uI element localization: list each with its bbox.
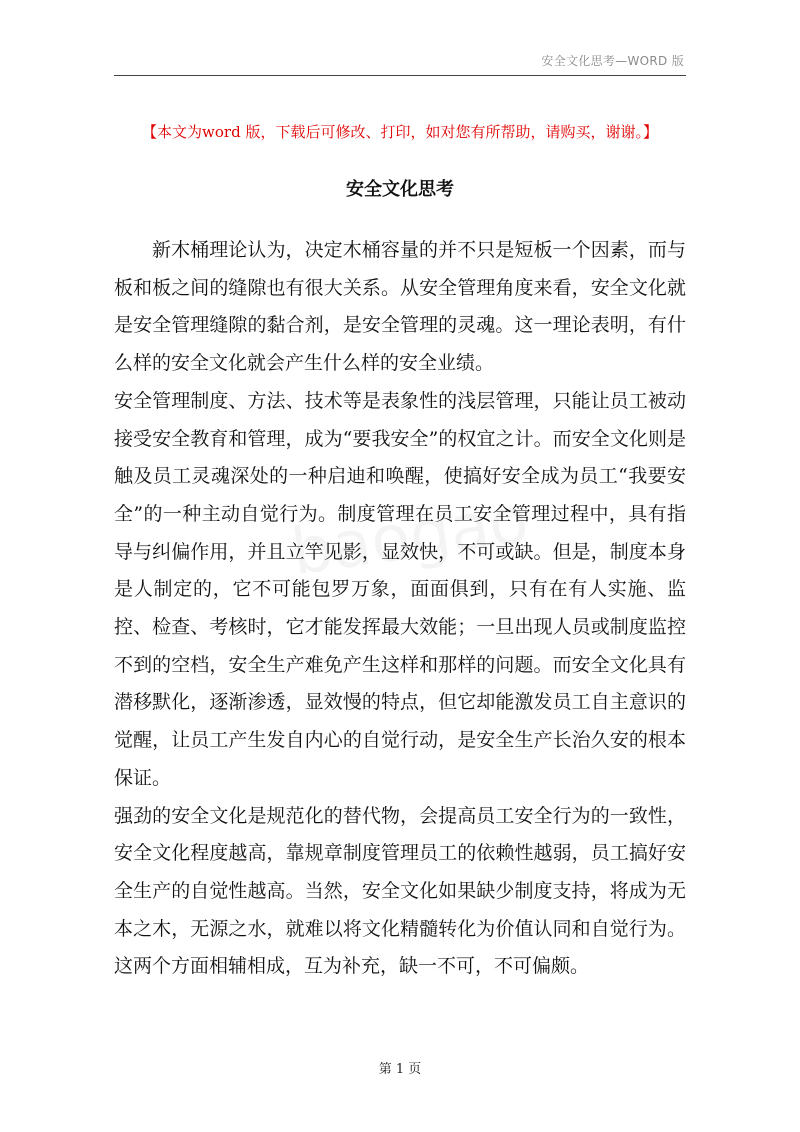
page-number: 第 1 页: [378, 1062, 422, 1077]
header-divider: [114, 75, 686, 76]
paragraph-3: 强劲的安全文化是规范化的替代物，会提高员工安全行为的一致性，安全文化程度越高，靠规章制度管理员工的依赖性越弱，员工搞好安全生产的自觉性越高。当然，安全文化如果缺少制度支持，将成为无本之木，无源之水，就难以将文化精髓转化为价值认同和自觉行为。这两个方面相辅相成，互为补充，缺一不可，不可偏颇。: [114, 804, 686, 978]
paragraph-2: 安全管理制度、方法、技术等是表象性的浅层管理，只能让员工被动接受安全教育和管理，成为“要我安全”的权宜之计。而安全文化则是触及员工灵魂深处的一种启迪和唤醒，使搞好安全成为员工“我要安全”的一种主动自觉行为。制度管理在员工安全管理过程中，具有指导与纠偏作用，并且立竿见影，显效快，不可或缺。但是，制度本身是人制定的，它不可能包罗万象，面面俱到，只有在有人实施、监控、检查、考核时，它才能发挥最大效能；一旦出现人员或制度监控不到的空档，安全生产难免产生这样和那样的问题。而安全文化具有潜移默化，逐渐渗透，显效慢的特点，但它却能激发员工自主意识的觉醒，让员工产生发自内心的自觉行动，是安全生产长治久安的根本保证。: [114, 389, 686, 789]
download-notice: 【本文为word 版，下载后可修改、打印，如对您有所帮助，请购买，谢谢。】: [142, 123, 658, 141]
paragraph-1: 新木桶理论认为，决定木桶容量的并不只是短板一个因素，而与板和板之间的缝隙也有很大关系。从安全管理角度来看，安全文化就是安全管理缝隙的黏合剂，是安全管理的灵魂。这一理论表明，有什么样的安全文化就会产生什么样的安全业绩。: [114, 239, 686, 375]
document-title: 安全文化思考: [346, 179, 454, 200]
document-body: [114, 232, 686, 986]
running-header: 安全文化思考—WORD 版: [541, 54, 684, 68]
